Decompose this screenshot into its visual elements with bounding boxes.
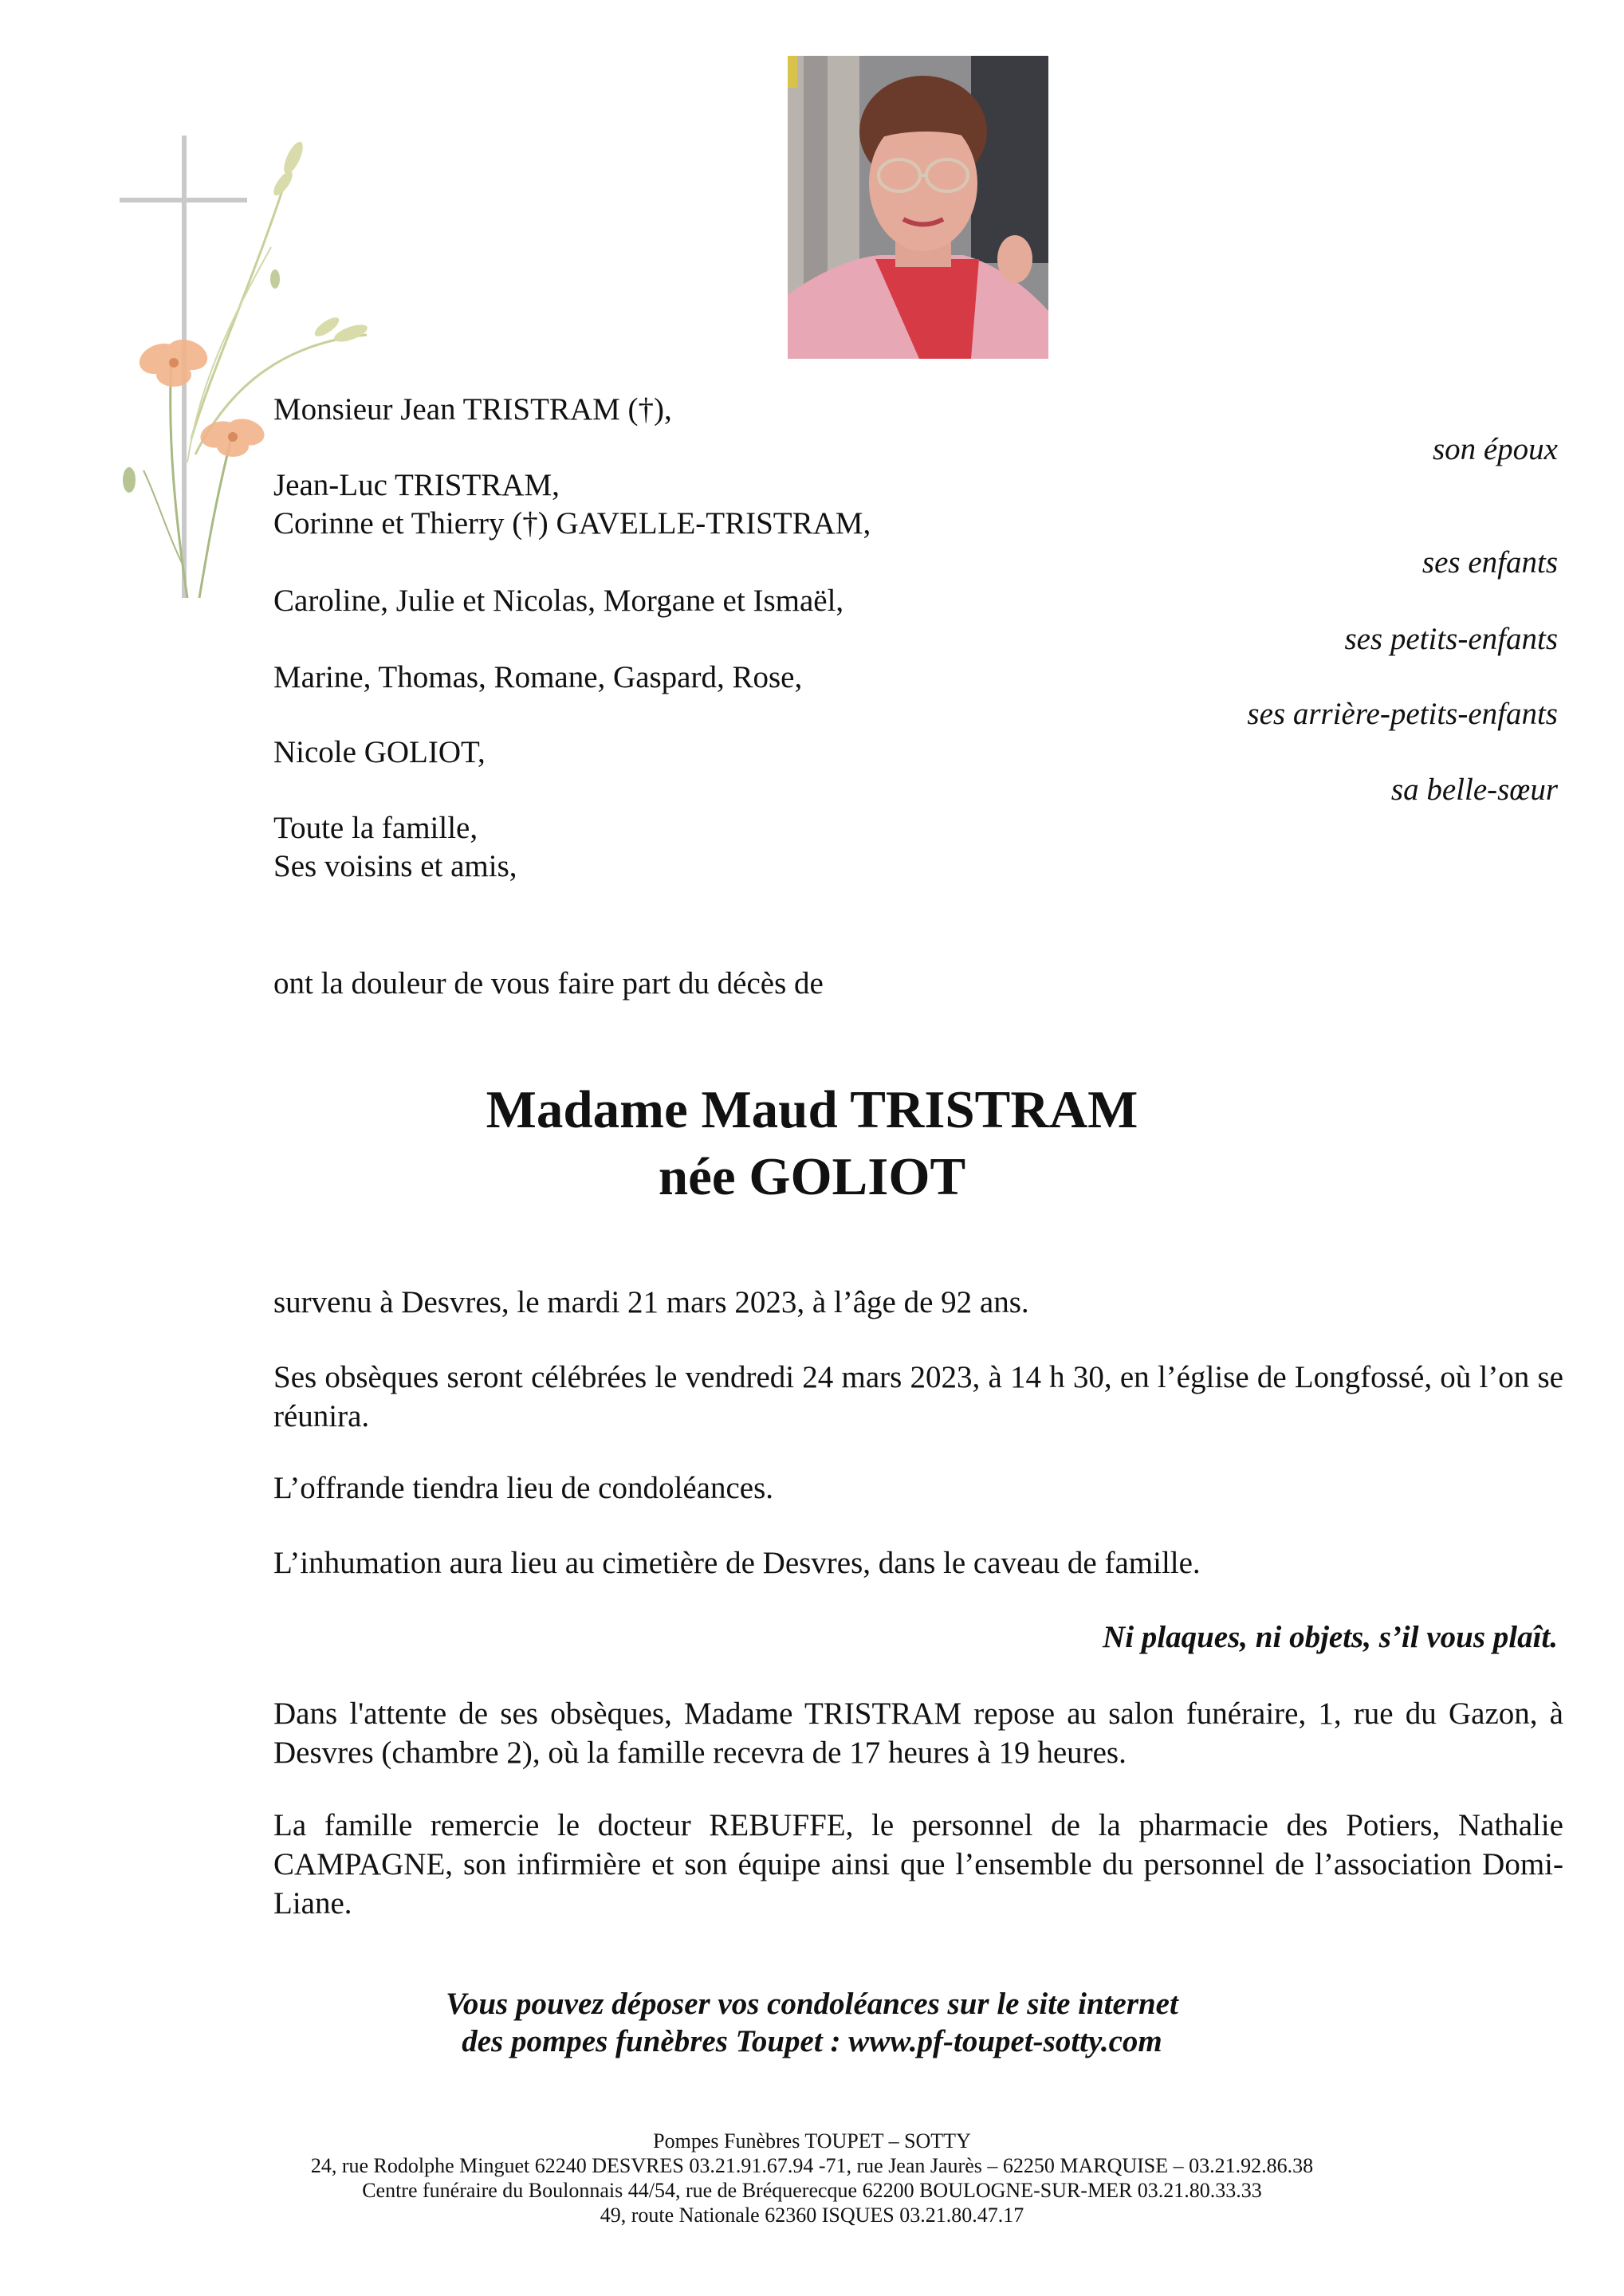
funeral-paragraph: Ses obsèques seront célébrées le vendredi 24 mars 2023, à 14 h 30, en l’église de Longfossé, où l’on se réunira. [273, 1360, 1563, 1433]
family-jean-luc: Jean-Luc TRISTRAM, [273, 468, 560, 502]
footer-company: Pompes Funèbres TOUPET – SOTTY [653, 2129, 971, 2152]
family-jean: Monsieur Jean TRISTRAM (†), [273, 392, 672, 427]
family-all: Toute la famille, [273, 811, 478, 845]
family-neighbors: Ses voisins et amis, [273, 849, 517, 883]
portrait-photo [788, 56, 1048, 359]
deceased-name: Madame Maud TRISTRAM [486, 1080, 1138, 1139]
footer-address-3: 49, route Nationale 62360 ISQUES 03.21.80.47.17 [600, 2204, 1024, 2227]
thanks-paragraph: La famille remercie le docteur REBUFFE, le personnel de la pharmacie des Potiers, Nathalie CAMPAGNE, son infirmière et son équipe ainsi que l’ensemble du personnel de l’association Domi-Liane. [273, 1808, 1563, 1921]
footer-address-1: 24, rue Rodolphe Minguet 62240 DESVRES 03.21.91.67.94 -71, rue Jean Jaurès – 62250 MARQUISE – 03.21.92.86.38 [310, 2154, 1314, 2177]
no-plaques-notice: Ni plaques, ni objets, s’il vous plaît. [1103, 1620, 1558, 1654]
offering-paragraph: L’offrande tiendra lieu de condoléances. [273, 1471, 773, 1505]
condolences-line2: des pompes funèbres Toupet : www.pf-toupet-sotty.com [462, 2024, 1162, 2058]
rest-paragraph: Dans l'attente de ses obsèques, Madame TRISTRAM repose au salon funéraire, 1, rue du Gazon, à Desvres (chambre 2), où la famille recevra de 17 heures à 19 heures. [273, 1696, 1563, 1770]
family-corinne-thierry: Corinne et Thierry (†) GAVELLE-TRISTRAM, [273, 506, 871, 541]
family-great-grandchildren: Marine, Thomas, Romane, Gaspard, Rose, [273, 660, 803, 694]
deceased-maiden-name: née GOLIOT [658, 1147, 966, 1206]
relation-sister-in-law: sa belle-sœur [1390, 773, 1558, 807]
condolences-line1: Vous pouvez déposer vos condoléances sur le site internet [446, 1987, 1178, 2021]
footer-address-2: Centre funéraire du Boulonnais 44/54, rue de Bréquerecque 62200 BOULOGNE-SUR-MER 03.21.80.33.33 [362, 2179, 1262, 2202]
family-grandchildren: Caroline, Julie et Nicolas, Morgane et Ismaël, [273, 584, 844, 618]
relation-great-grandchildren: ses arrière-petits-enfants [1247, 697, 1558, 731]
relation-spouse: son époux [1432, 432, 1558, 466]
burial-paragraph: L’inhumation aura lieu au cimetière de Desvres, dans le caveau de famille. [273, 1546, 1201, 1580]
relation-children: ses enfants [1421, 545, 1558, 580]
family-nicole: Nicole GOLIOT, [273, 735, 486, 769]
death-paragraph: survenu à Desvres, le mardi 21 mars 2023, à l’âge de 92 ans. [273, 1285, 1029, 1319]
announcement: ont la douleur de vous faire part du décès de [273, 966, 824, 1001]
relation-grandchildren: ses petits-enfants [1344, 622, 1558, 656]
